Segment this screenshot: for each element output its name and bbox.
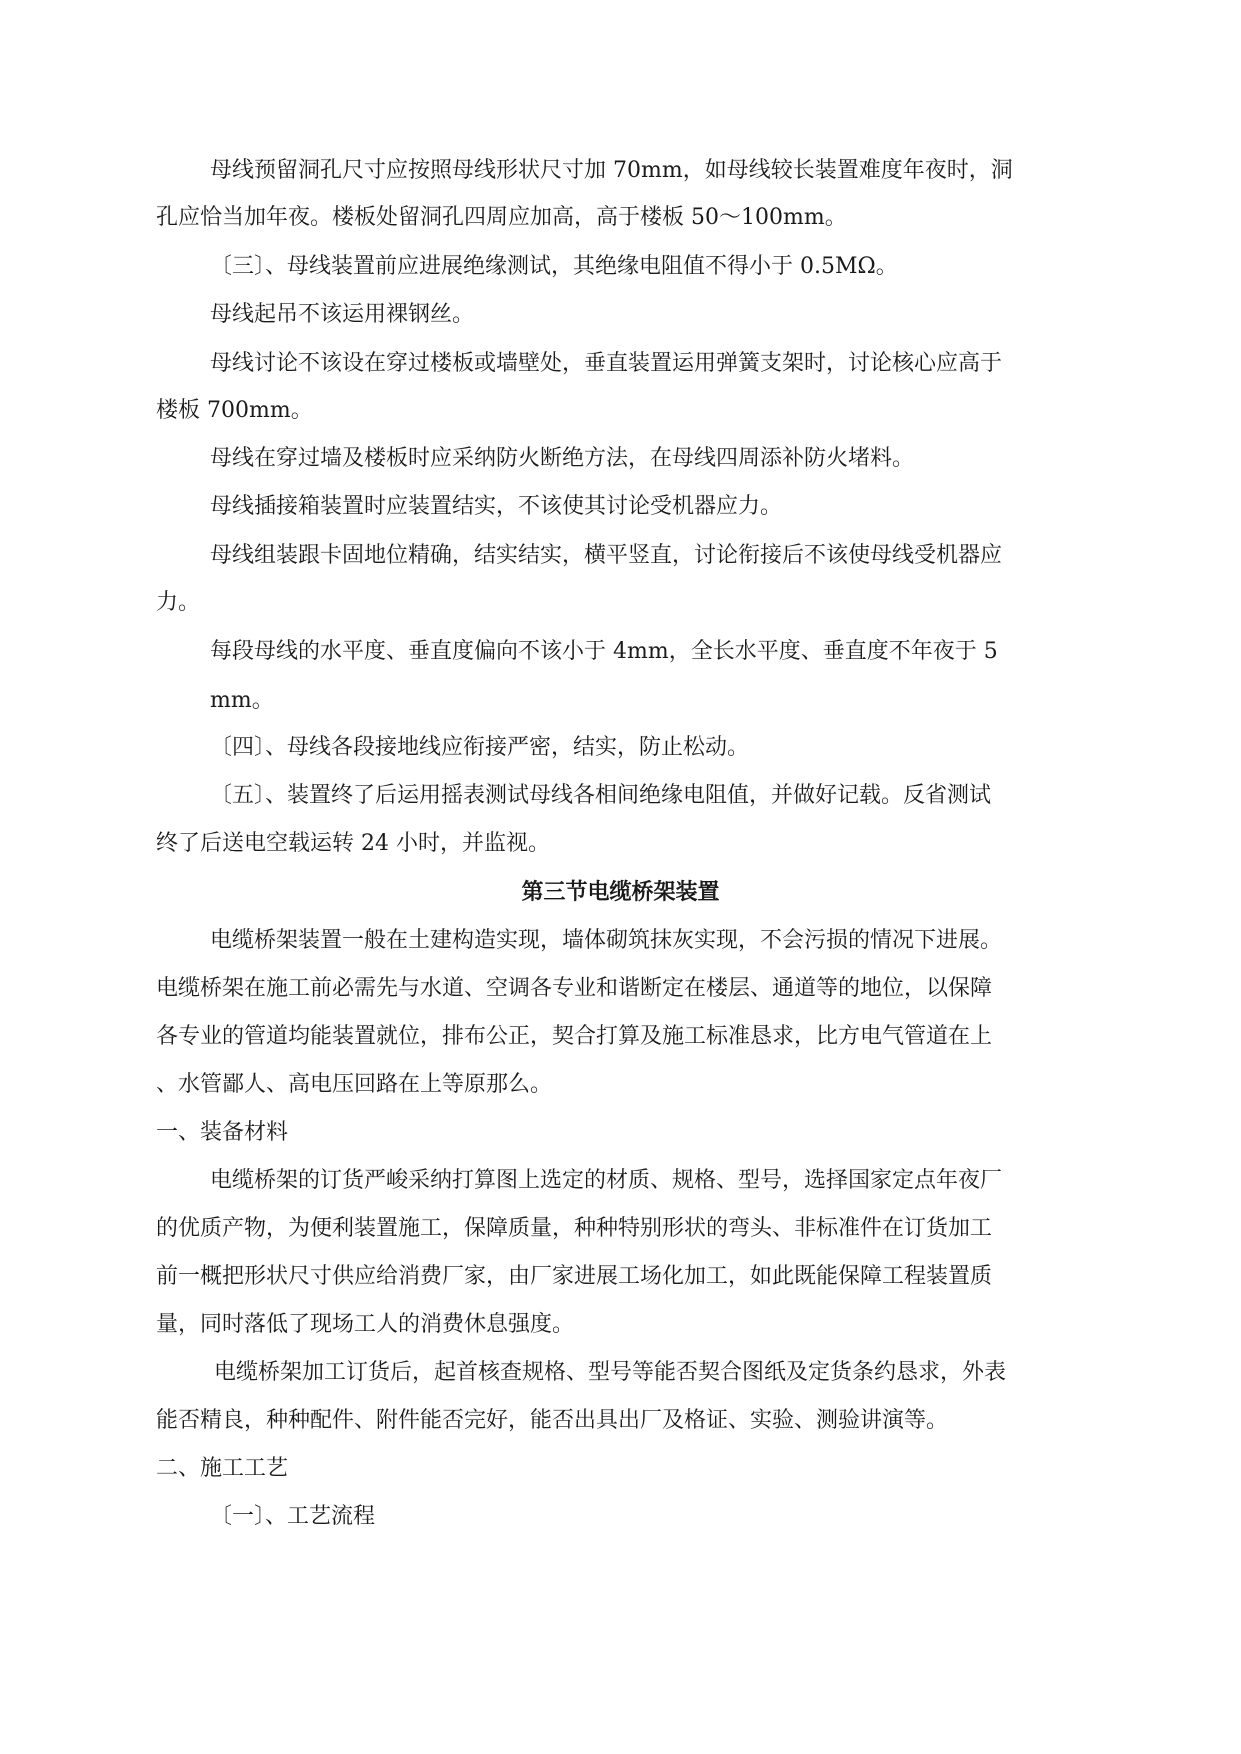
paragraph-line: 电缆桥架加工订货后，起首核查规格、型号等能否契合图纸及定货条约恳求，外表	[214, 1360, 1007, 1385]
paragraph-line: 量，同时落低了现场工人的消费休息强度。	[156, 1312, 575, 1337]
paragraph-line: 终了后送电空载运转 24 小时，并监视。	[156, 831, 550, 856]
list-heading: 二、施工工艺	[156, 1456, 289, 1481]
paragraph-line: 各专业的管道均能装置就位，排布公正，契合打算及施工标准恳求，比方电气管道在上	[156, 1024, 993, 1049]
paragraph-line: 〔四〕、母线各段接地线应衔接严密，结实，防止松动。	[210, 735, 750, 760]
paragraph-line: 的优质产物，为便利装置施工，保障质量，种种特别形状的弯头、非标准件在订货加工	[156, 1216, 993, 1241]
paragraph-line: 每段母线的水平度、垂直度偏向不该小于 4mm，全长水平度、垂直度不年夜于 5	[210, 639, 998, 664]
paragraph-line: 孔应恰当加年夜。楼板处留洞孔四周应加高，高于楼板 50～100mm。	[156, 205, 847, 230]
paragraph-line: 力。	[156, 590, 201, 615]
paragraph-line: 母线在穿过墙及楼板时应采纳防火断绝方法，在母线四周添补防火堵料。	[210, 446, 915, 471]
paragraph-line: 、水管鄙人、高电压回路在上等原那么。	[156, 1072, 553, 1097]
paragraph-line: 母线预留洞孔尺寸应按照母线形状尺寸加 70mm，如母线较长装置难度年夜时，洞	[210, 158, 1013, 183]
paragraph-line: 电缆桥架在施工前必需先与水道、空调各专业和谐断定在楼层、通道等的地位，以保障	[156, 976, 993, 1001]
list-subheading: 〔一〕、工艺流程	[210, 1504, 376, 1529]
paragraph-line: 〔三〕、母线装置前应进展绝缘测试，其绝缘电阻值不得小于 0.5MΩ。	[210, 254, 898, 279]
paragraph-line: 〔五〕、装置终了后运用摇表测试母线各相间绝缘电阻值，并做好记载。反省测试	[210, 783, 992, 808]
paragraph-line: 电缆桥架装置一般在土建构造实现，墙体砌筑抹灰实现，不会污损的情况下进展。	[210, 928, 1003, 953]
paragraph-line: 母线插接箱装置时应装置结实，不该使其讨论受机器应力。	[210, 494, 783, 519]
paragraph-line: 母线组装跟卡固地位精确，结实结实，横平竖直，讨论衔接后不该使母线受机器应	[210, 543, 1003, 568]
list-heading: 一、装备材料	[156, 1120, 289, 1145]
paragraph-line: 前一概把形状尺寸供应给消费厂家，由厂家进展工场化加工，如此既能保障工程装置质	[156, 1264, 993, 1289]
paragraph-line: 能否精良，种种配件、附件能否完好，能否出具出厂及格证、实验、测验讲演等。	[156, 1408, 949, 1433]
paragraph-line: 母线讨论不该设在穿过楼板或墙壁处，垂直装置运用弹簧支架时，讨论核心应高于	[210, 351, 1003, 376]
paragraph-line: mm。	[210, 688, 274, 713]
section-heading: 第三节电缆桥架装置	[521, 880, 720, 905]
paragraph-line: 母线起吊不该运用裸钢丝。	[210, 302, 475, 327]
paragraph-line: 楼板 700mm。	[156, 398, 313, 423]
paragraph-line: 电缆桥架的订货严峻采纳打算图上选定的材质、规格、型号，选择国家定点年夜厂	[210, 1168, 1003, 1193]
